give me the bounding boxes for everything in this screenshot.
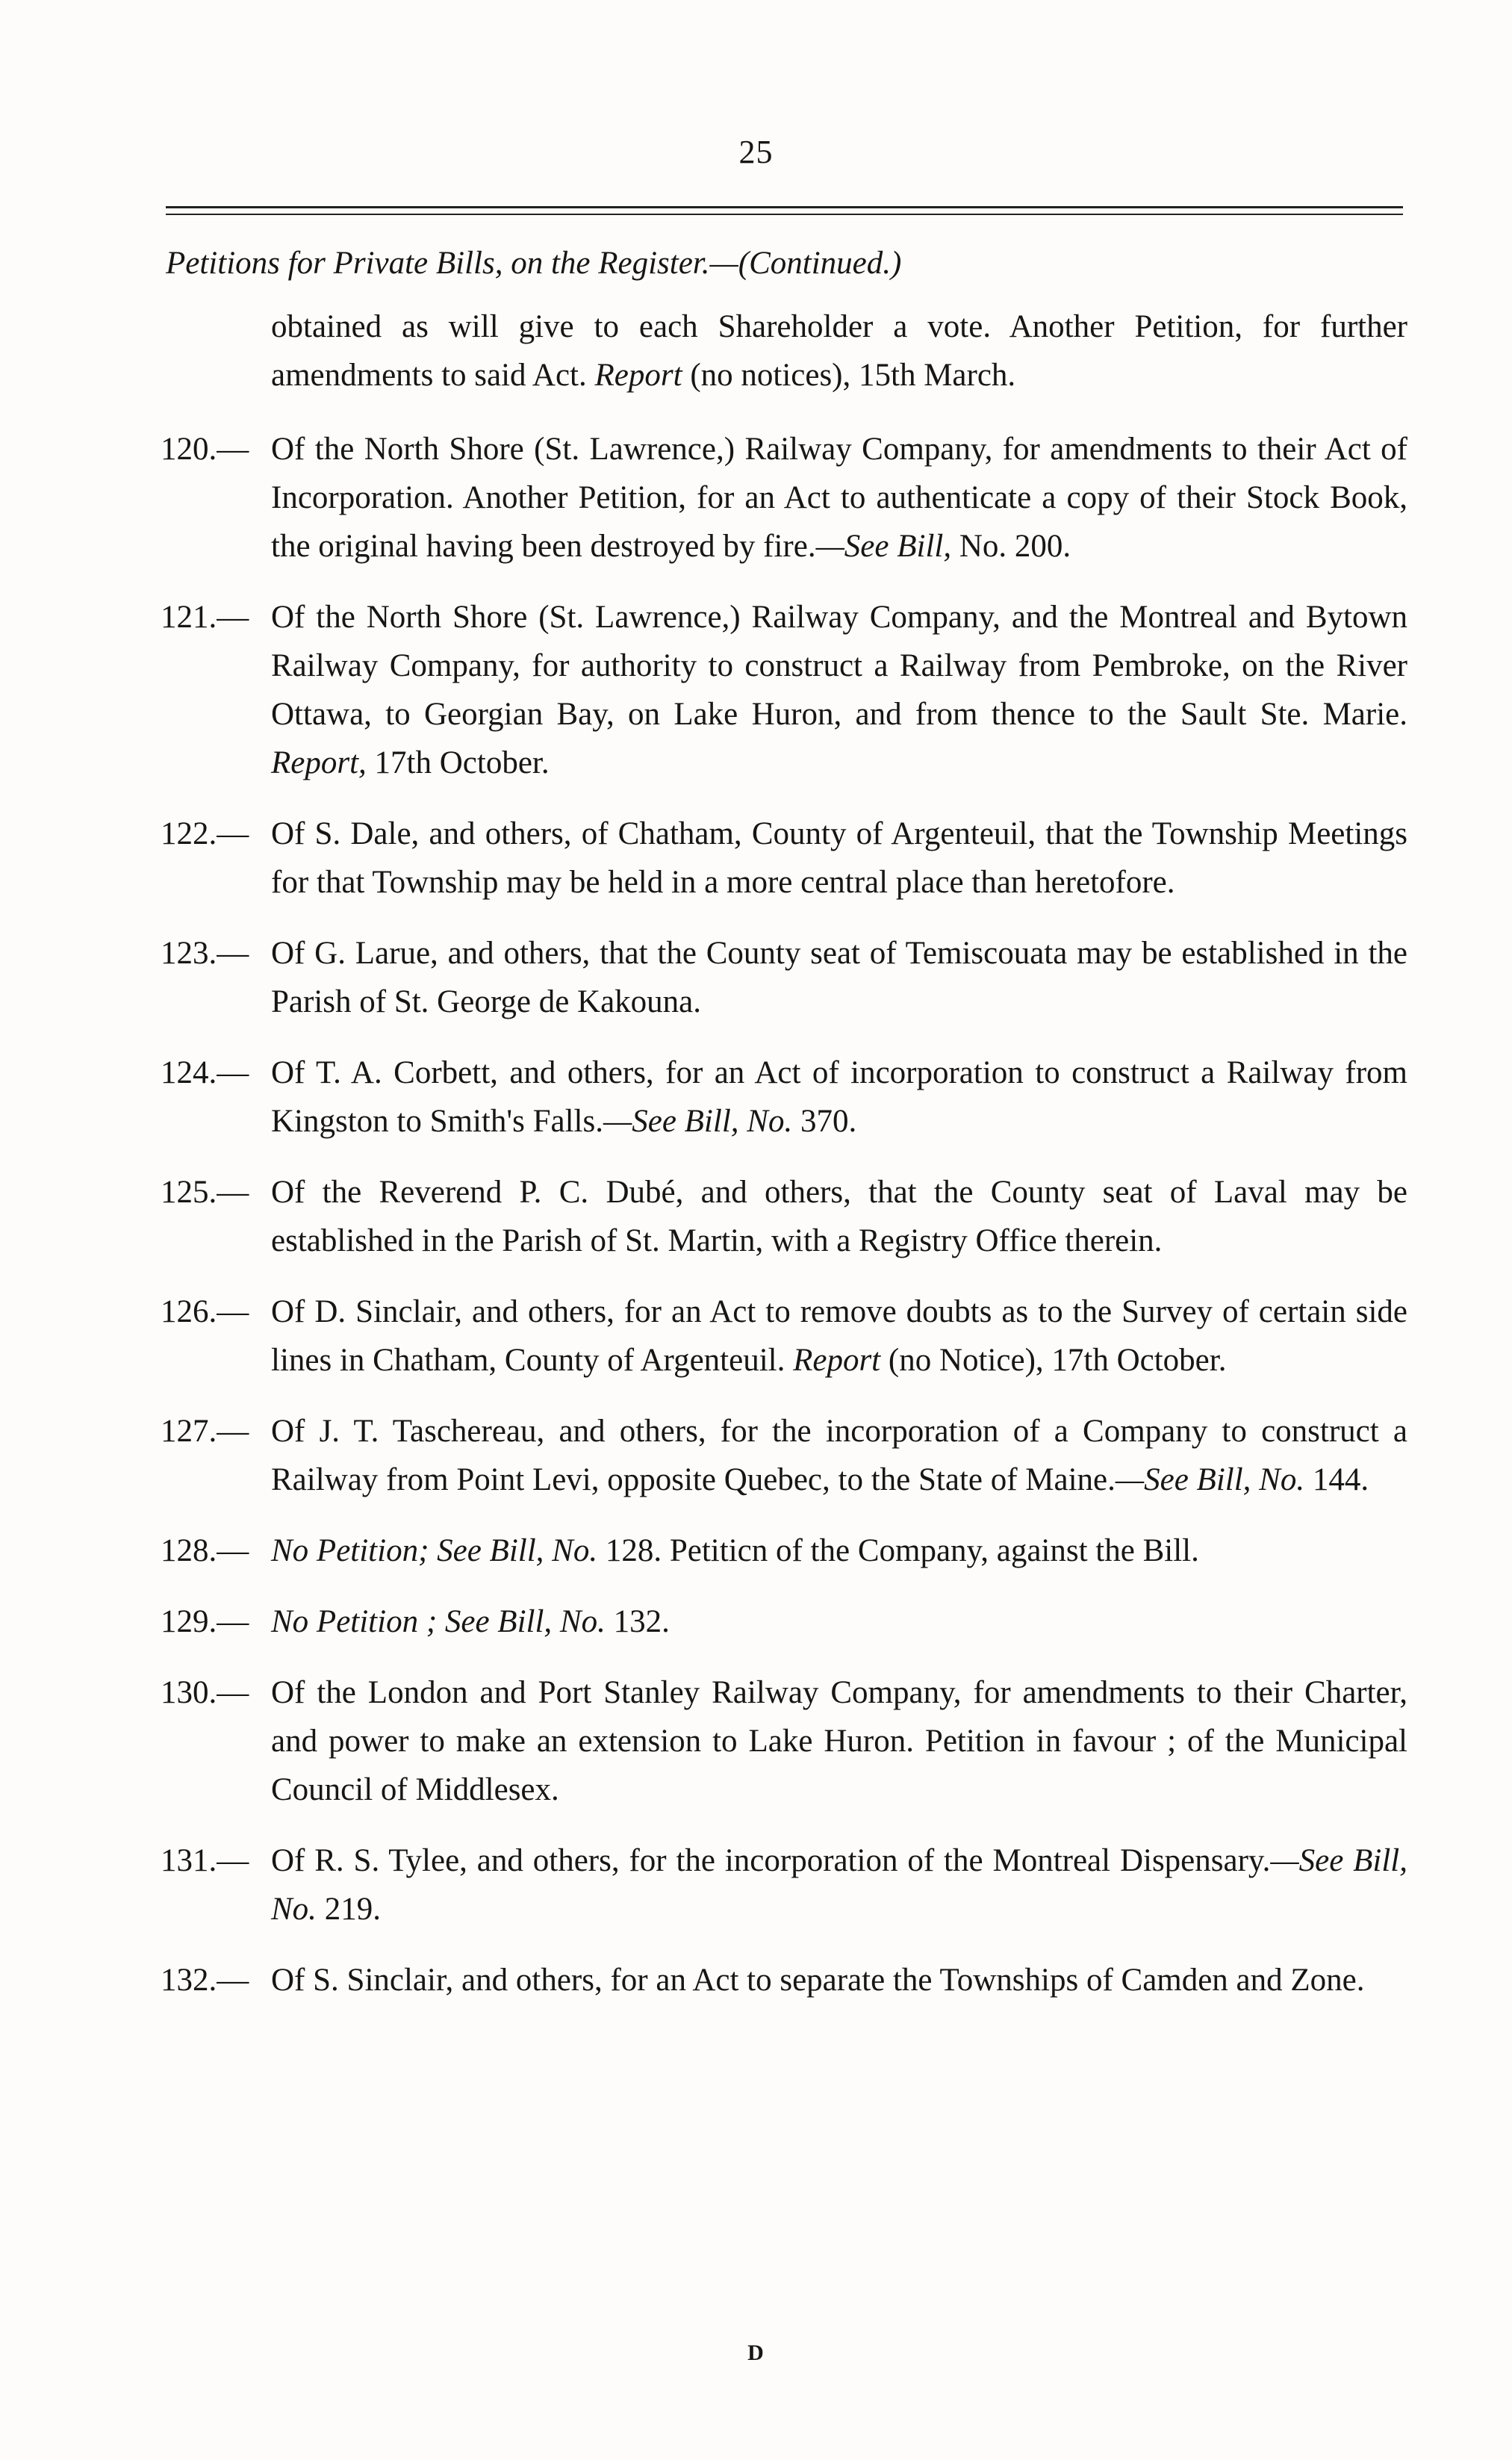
petition-entry-129 [161, 1597, 1407, 1646]
entry-text: Of T. A. Corbett, and others, for an Act of incorporation to construct a Railway from Kingston to Smith's Falls. [271, 1055, 1407, 1139]
petition-entry-121 [161, 593, 1407, 787]
petition-entry-132 [161, 1956, 1407, 2004]
entry-text: Of S. Dale, and others, of Chatham, County of Argenteuil, that the Township Meetings for that Township may be held in a more central place than heretofore. [271, 816, 1407, 900]
entry-tail: (no notices), 15th March. [682, 358, 1016, 393]
entry-italic: —See Bill, No. [271, 1843, 1408, 1927]
entry-text: Of the London and Port Stanley Railway Company, for amendments to their Charter, and power to make an extension to Lake Huron. Petition in favour ; of the Municipal Council of Middlesex. [271, 1675, 1407, 1807]
entry-italic: —See Bill, No. [1115, 1462, 1305, 1497]
entry-text: Of the Reverend P. C. Dubé, and others, that the County seat of Laval may be established in the Parish of St. Martin, with a Registry Office therein. [271, 1175, 1407, 1258]
entry-tail: 128. Petiticn of the Company, against the Bill. [597, 1533, 1199, 1568]
continued-entry [161, 302, 1407, 400]
entry-text: Of G. Larue, and others, that the County seat of Temiscouata may be established in the Parish of St. George de Kakouna. [271, 936, 1407, 1019]
entry-number: 130.— [161, 1675, 249, 1710]
petition-entry-125 [161, 1168, 1407, 1265]
petition-entry-131 [161, 1836, 1407, 1933]
entry-text: Of D. Sinclair, and others, for an Act to remove doubts as to the Survey of certain side lines in Chatham, County of Argenteuil. [271, 1294, 1407, 1378]
entry-italic: Report, [271, 745, 367, 780]
petition-entry-124 [161, 1049, 1407, 1146]
petition-entry-123 [161, 929, 1407, 1026]
signature-mark: D [747, 2341, 765, 2365]
entry-text: Of the North Shore (St. Lawrence,) Railway Company, for amendments to their Act of Incorporation. Another Petition, for an Act to authenticate a copy of their Stock Book, the original having been destroyed by fire. [271, 432, 1407, 564]
entry-number: 127.— [161, 1414, 249, 1449]
header-rule-top [166, 206, 1403, 208]
entry-italic: —See Bill, No. [603, 1104, 793, 1139]
entry-text: obtained as will give to each Shareholder a vote. Another Petition, for further amendments to said Act. [271, 309, 1407, 393]
entry-number: 122.— [161, 816, 249, 851]
entry-number: 123.— [161, 936, 249, 971]
page-number: 25 [738, 134, 774, 170]
running-head: Petitions for Private Bills, on the Register.—(Continued.) [166, 246, 902, 281]
entry-number: 126.— [161, 1294, 249, 1329]
petition-entry-122 [161, 810, 1407, 907]
petition-entry-120 [161, 425, 1407, 571]
entry-number: 132.— [161, 1963, 249, 1998]
entry-text: Of J. T. Taschereau, and others, for the incorporation of a Company to construct a Railway from Point Levi, opposite Quebec, to the State of Maine. [271, 1414, 1407, 1497]
entry-tail: (no Notice), 17th October. [880, 1343, 1227, 1378]
entry-italic: —See Bill, [815, 529, 952, 564]
entry-number: 124.— [161, 1055, 249, 1090]
entry-tail: 17th October. [366, 745, 550, 780]
entry-italic: Report [793, 1343, 881, 1378]
entry-number: 129.— [161, 1604, 249, 1639]
entry-text: Of S. Sinclair, and others, for an Act to separate the Townships of Camden and Zone. [271, 1963, 1365, 1998]
entry-italic: Report [594, 358, 682, 393]
entry-tail: 219. [316, 1892, 381, 1927]
entry-tail: 370. [792, 1104, 857, 1139]
petition-list [161, 302, 1407, 2027]
petition-entry-128 [161, 1526, 1407, 1575]
entry-number: 125.— [161, 1175, 249, 1210]
entry-italic: No Petition; See Bill, No. [271, 1533, 598, 1568]
entry-number: 121.— [161, 600, 249, 635]
petition-entry-126 [161, 1288, 1407, 1385]
entry-tail: No. 200. [951, 529, 1071, 564]
entry-number: 120.— [161, 432, 249, 467]
entry-number: 128.— [161, 1533, 249, 1568]
petition-entry-127 [161, 1407, 1407, 1504]
entry-text: Of the North Shore (St. Lawrence,) Railway Company, and the Montreal and Bytown Railway Company, for authority to construct a Railway from Pembroke, on the River Ottawa, to Georgian Bay, on Lake Huron, and from thence to the Sault Ste. Marie. [271, 600, 1407, 732]
header-rule-bottom [166, 214, 1403, 215]
entry-number: 131.— [161, 1843, 249, 1878]
entry-italic: No Petition ; See Bill, No. [271, 1604, 606, 1639]
entry-text: Of R. S. Tylee, and others, for the incorporation of the Montreal Dispensary. [271, 1843, 1271, 1878]
entry-tail: 144. [1304, 1462, 1369, 1497]
entry-tail: 132. [605, 1604, 670, 1639]
petition-entry-130 [161, 1668, 1407, 1814]
